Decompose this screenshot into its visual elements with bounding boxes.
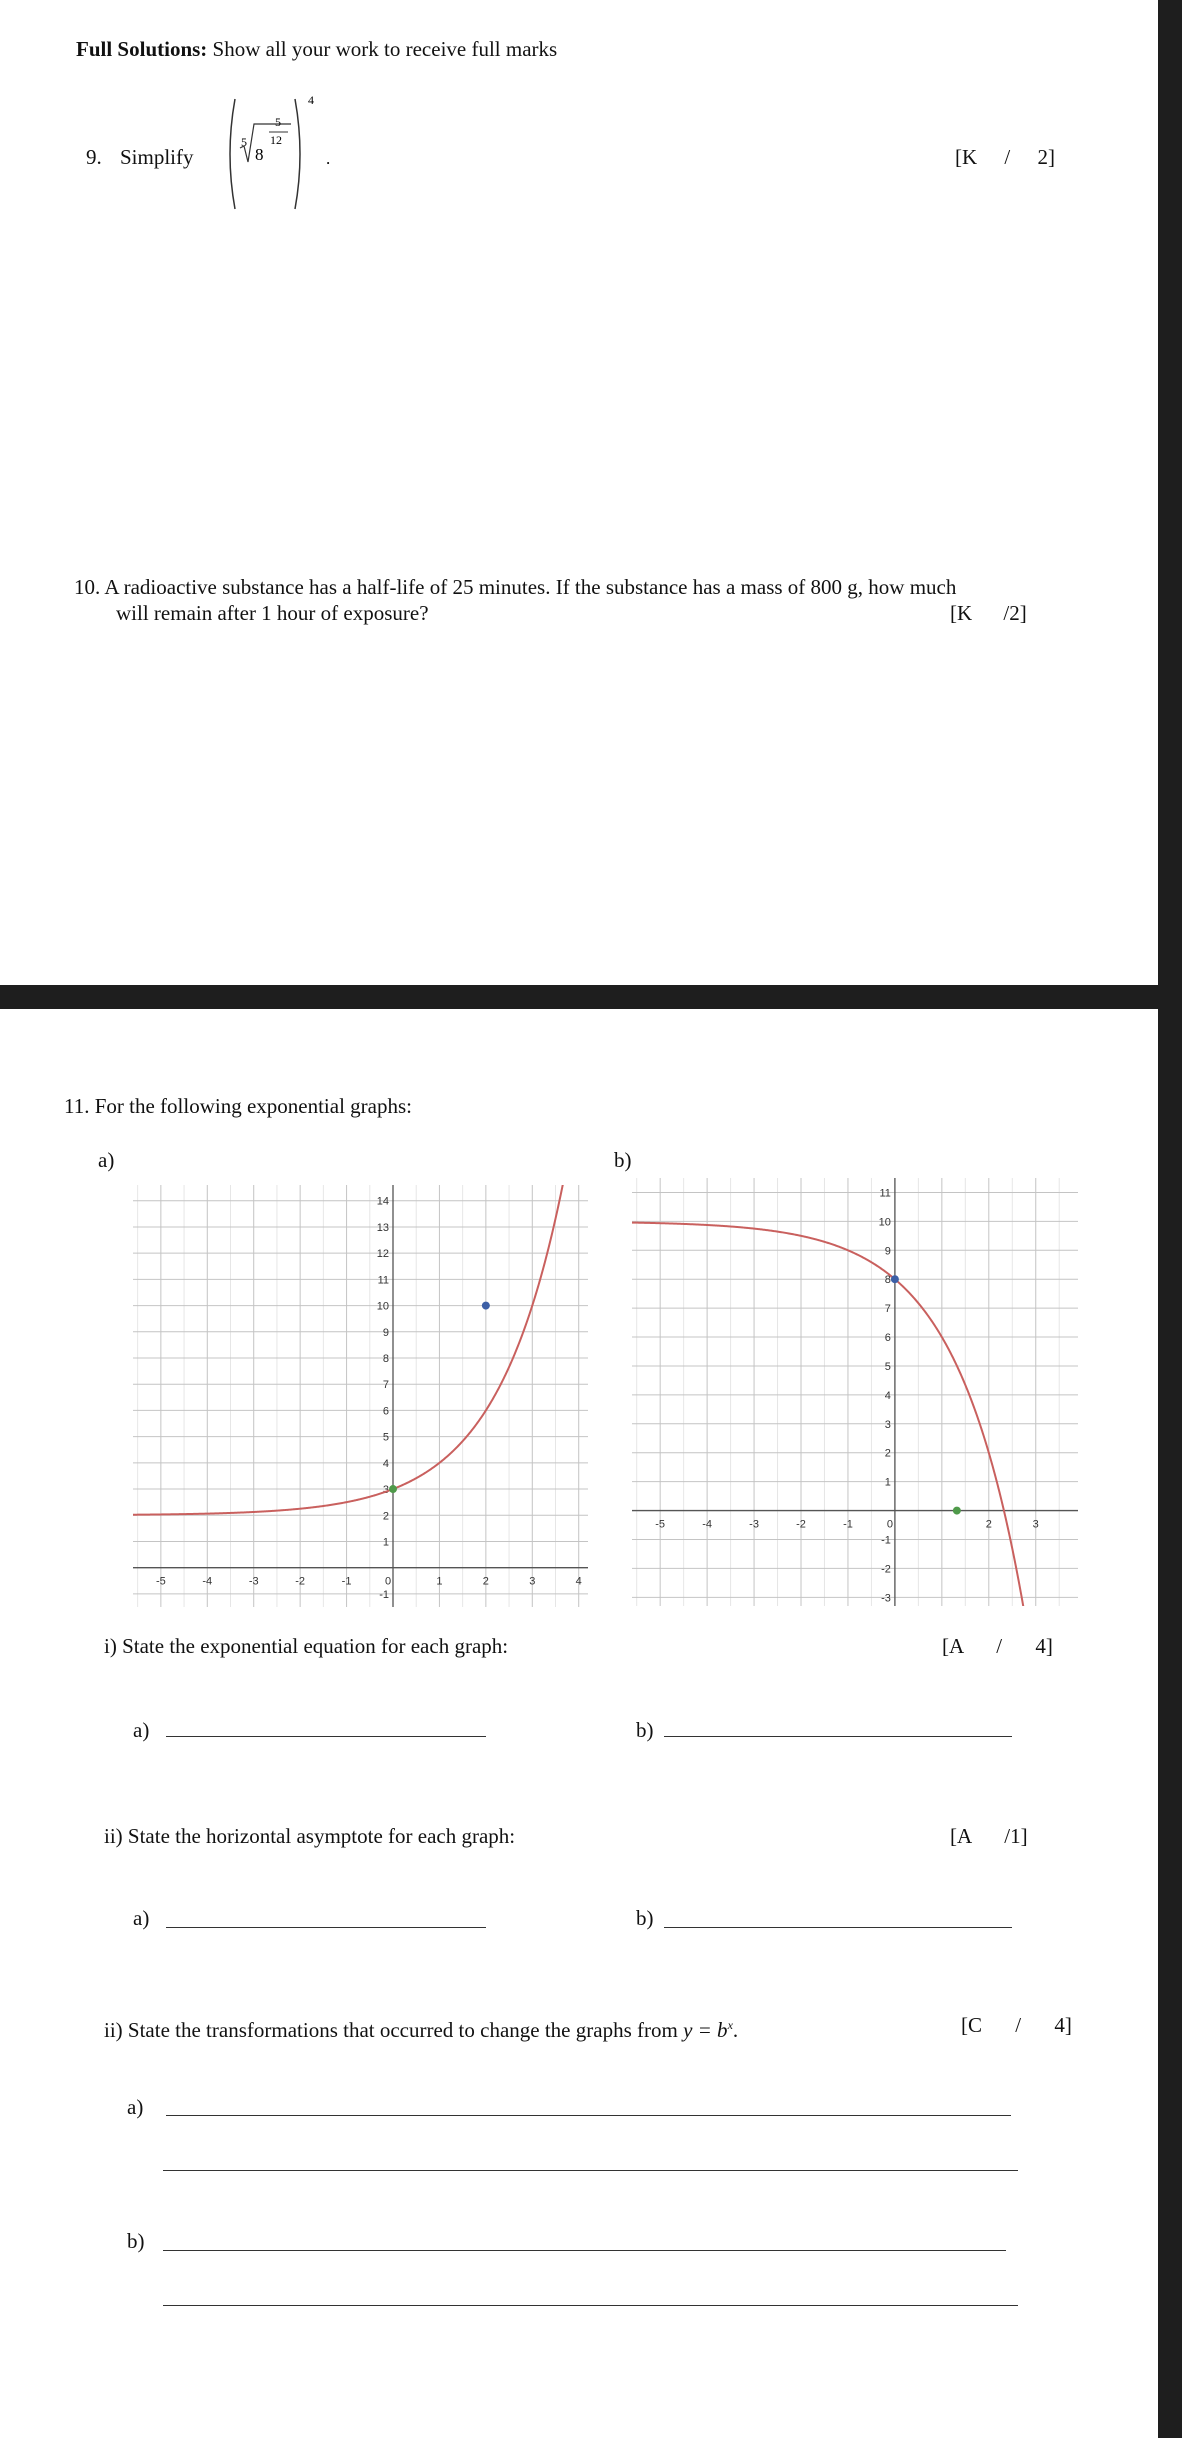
outer-exponent: 4 xyxy=(308,93,314,107)
y-tick-label: 6 xyxy=(382,1405,389,1418)
part-iii-marks: [C / 4] xyxy=(961,2013,1072,2037)
q9-marks: [K / 2] xyxy=(955,145,1055,169)
right-edge-bar xyxy=(1158,0,1182,2438)
base-equation-period: . xyxy=(732,2018,739,2042)
part-ii-marks: [A /1] xyxy=(950,1824,1028,1848)
radical-sign xyxy=(240,124,291,162)
part-iii-a-label: a) xyxy=(127,2095,144,2119)
x-tick-label: -3 xyxy=(749,1518,759,1531)
x-tick-label: 0 xyxy=(384,1575,392,1588)
y-tick-label: 3 xyxy=(382,1484,389,1497)
y-tick-label: 3 xyxy=(884,1418,891,1431)
x-tick-label: -2 xyxy=(295,1575,306,1588)
x-tick-label: 1 xyxy=(436,1575,443,1588)
y-tick-label: 8 xyxy=(884,1274,891,1287)
part-iii-text: ii) State the transformations that occurred to change the graphs from xyxy=(104,2018,678,2042)
x-tick-label: -3 xyxy=(248,1575,259,1588)
x-tick-label: -4 xyxy=(202,1575,213,1588)
y-tick-label: 5 xyxy=(382,1431,389,1444)
y-tick-label: 4 xyxy=(382,1457,389,1470)
y-tick-label: 7 xyxy=(884,1303,891,1316)
y-tick-label: -1 xyxy=(881,1534,891,1547)
part-iii-prompt xyxy=(104,2012,738,2043)
data-point xyxy=(482,1302,490,1310)
graph-a-label: a) xyxy=(98,1148,115,1172)
x-tick-label: -5 xyxy=(155,1575,166,1588)
part-i-b-answer-line[interactable] xyxy=(664,1736,1012,1737)
y-tick-label: 8 xyxy=(382,1352,389,1365)
y-tick-label: 7 xyxy=(382,1379,389,1392)
x-tick-label: -4 xyxy=(702,1518,713,1531)
y-tick-label: 2 xyxy=(382,1510,389,1523)
x-tick-label: -5 xyxy=(655,1518,666,1531)
base-equation-exponent: x xyxy=(727,2018,733,2032)
y-tick-label: 12 xyxy=(376,1248,389,1261)
y-tick-label: 11 xyxy=(377,1274,389,1287)
exponent-denominator: 12 xyxy=(270,133,282,147)
part-iii-a-answer-line-1[interactable] xyxy=(166,2115,1011,2116)
y-tick-label: 6 xyxy=(884,1332,891,1345)
page-divider-bar xyxy=(0,985,1182,1009)
y-tick-label: 9 xyxy=(884,1245,891,1258)
q9-period: . xyxy=(326,149,331,168)
data-point xyxy=(389,1485,397,1493)
graph-b xyxy=(632,1178,1078,1606)
base-equation-text: y = b xyxy=(683,2018,728,2042)
part-ii-prompt: ii) State the horizontal asymptote for each graph: xyxy=(104,1824,516,1848)
y-tick-label: -3 xyxy=(881,1592,891,1605)
y-tick-label: -1 xyxy=(379,1588,389,1601)
x-tick-label: -1 xyxy=(341,1575,352,1588)
part-i-a-answer-line[interactable] xyxy=(166,1736,486,1737)
data-point xyxy=(891,1275,899,1283)
exponential-curve xyxy=(133,1185,565,1515)
y-tick-label: 9 xyxy=(382,1326,389,1339)
q9-text: Simplify xyxy=(120,145,194,169)
x-tick-label: 3 xyxy=(529,1575,536,1588)
x-tick-label: 2 xyxy=(985,1518,992,1531)
y-tick-label: 2 xyxy=(884,1447,891,1460)
y-tick-label: 5 xyxy=(884,1360,891,1373)
data-point xyxy=(953,1507,961,1515)
q11-title: 11. For the following exponential graphs: xyxy=(64,1094,412,1118)
radicand-base: 8 xyxy=(255,145,264,164)
part-i-prompt: i) State the exponential equation for each graph: xyxy=(104,1634,509,1658)
x-tick-label: -2 xyxy=(796,1518,806,1531)
root-index: 5 xyxy=(241,135,247,149)
graph-b-label: b) xyxy=(614,1148,632,1172)
part-i-b-label: b) xyxy=(636,1718,654,1742)
right-paren xyxy=(295,99,300,209)
part-i-marks: [A / 4] xyxy=(942,1634,1053,1658)
part-ii-a-answer-line[interactable] xyxy=(166,1927,486,1928)
part-iii-b-answer-line-2[interactable] xyxy=(163,2305,1018,2306)
y-tick-label: 10 xyxy=(878,1216,891,1229)
q10-line2: will remain after 1 hour of exposure? xyxy=(116,601,429,625)
graph-a xyxy=(133,1185,588,1607)
y-tick-label: 4 xyxy=(884,1389,891,1402)
x-tick-label: 3 xyxy=(1032,1518,1039,1531)
y-tick-label: 14 xyxy=(376,1195,389,1208)
x-tick-label: 2 xyxy=(482,1575,489,1588)
y-tick-label: -2 xyxy=(881,1563,891,1576)
part-iii-b-answer-line-1[interactable] xyxy=(163,2250,1006,2251)
part-iii-a-answer-line-2[interactable] xyxy=(163,2170,1018,2171)
part-ii-b-label: b) xyxy=(636,1906,654,1930)
y-tick-label: 10 xyxy=(376,1300,389,1313)
q9-expression xyxy=(222,88,342,220)
part-ii-b-answer-line[interactable] xyxy=(664,1927,1012,1928)
exponent-numerator: 5 xyxy=(275,115,281,129)
base-equation xyxy=(683,2018,733,2042)
part-iii-b-label: b) xyxy=(127,2229,145,2253)
instructions-header xyxy=(76,36,557,62)
part-i-a-label: a) xyxy=(133,1718,150,1742)
left-paren xyxy=(230,99,235,209)
x-tick-label: -1 xyxy=(843,1518,853,1531)
q10-line1: 10. A radioactive substance has a half-life of 25 minutes. If the substance has a mass of 800 g, how much xyxy=(74,575,957,599)
x-tick-label: 4 xyxy=(575,1575,582,1588)
x-tick-label: 0 xyxy=(886,1518,893,1531)
q10-marks: [K /2] xyxy=(950,601,1027,625)
part-ii-a-label: a) xyxy=(133,1906,150,1930)
instructions-bold: Full Solutions: xyxy=(76,37,208,61)
exponential-curve xyxy=(632,1223,1025,1606)
instructions-text: Show all your work to receive full marks xyxy=(212,37,558,61)
y-tick-label: 13 xyxy=(376,1221,389,1234)
y-tick-label: 11 xyxy=(879,1187,891,1200)
q9-number: 9. xyxy=(86,145,102,169)
y-tick-label: 1 xyxy=(884,1476,891,1489)
y-tick-label: 1 xyxy=(382,1536,389,1549)
